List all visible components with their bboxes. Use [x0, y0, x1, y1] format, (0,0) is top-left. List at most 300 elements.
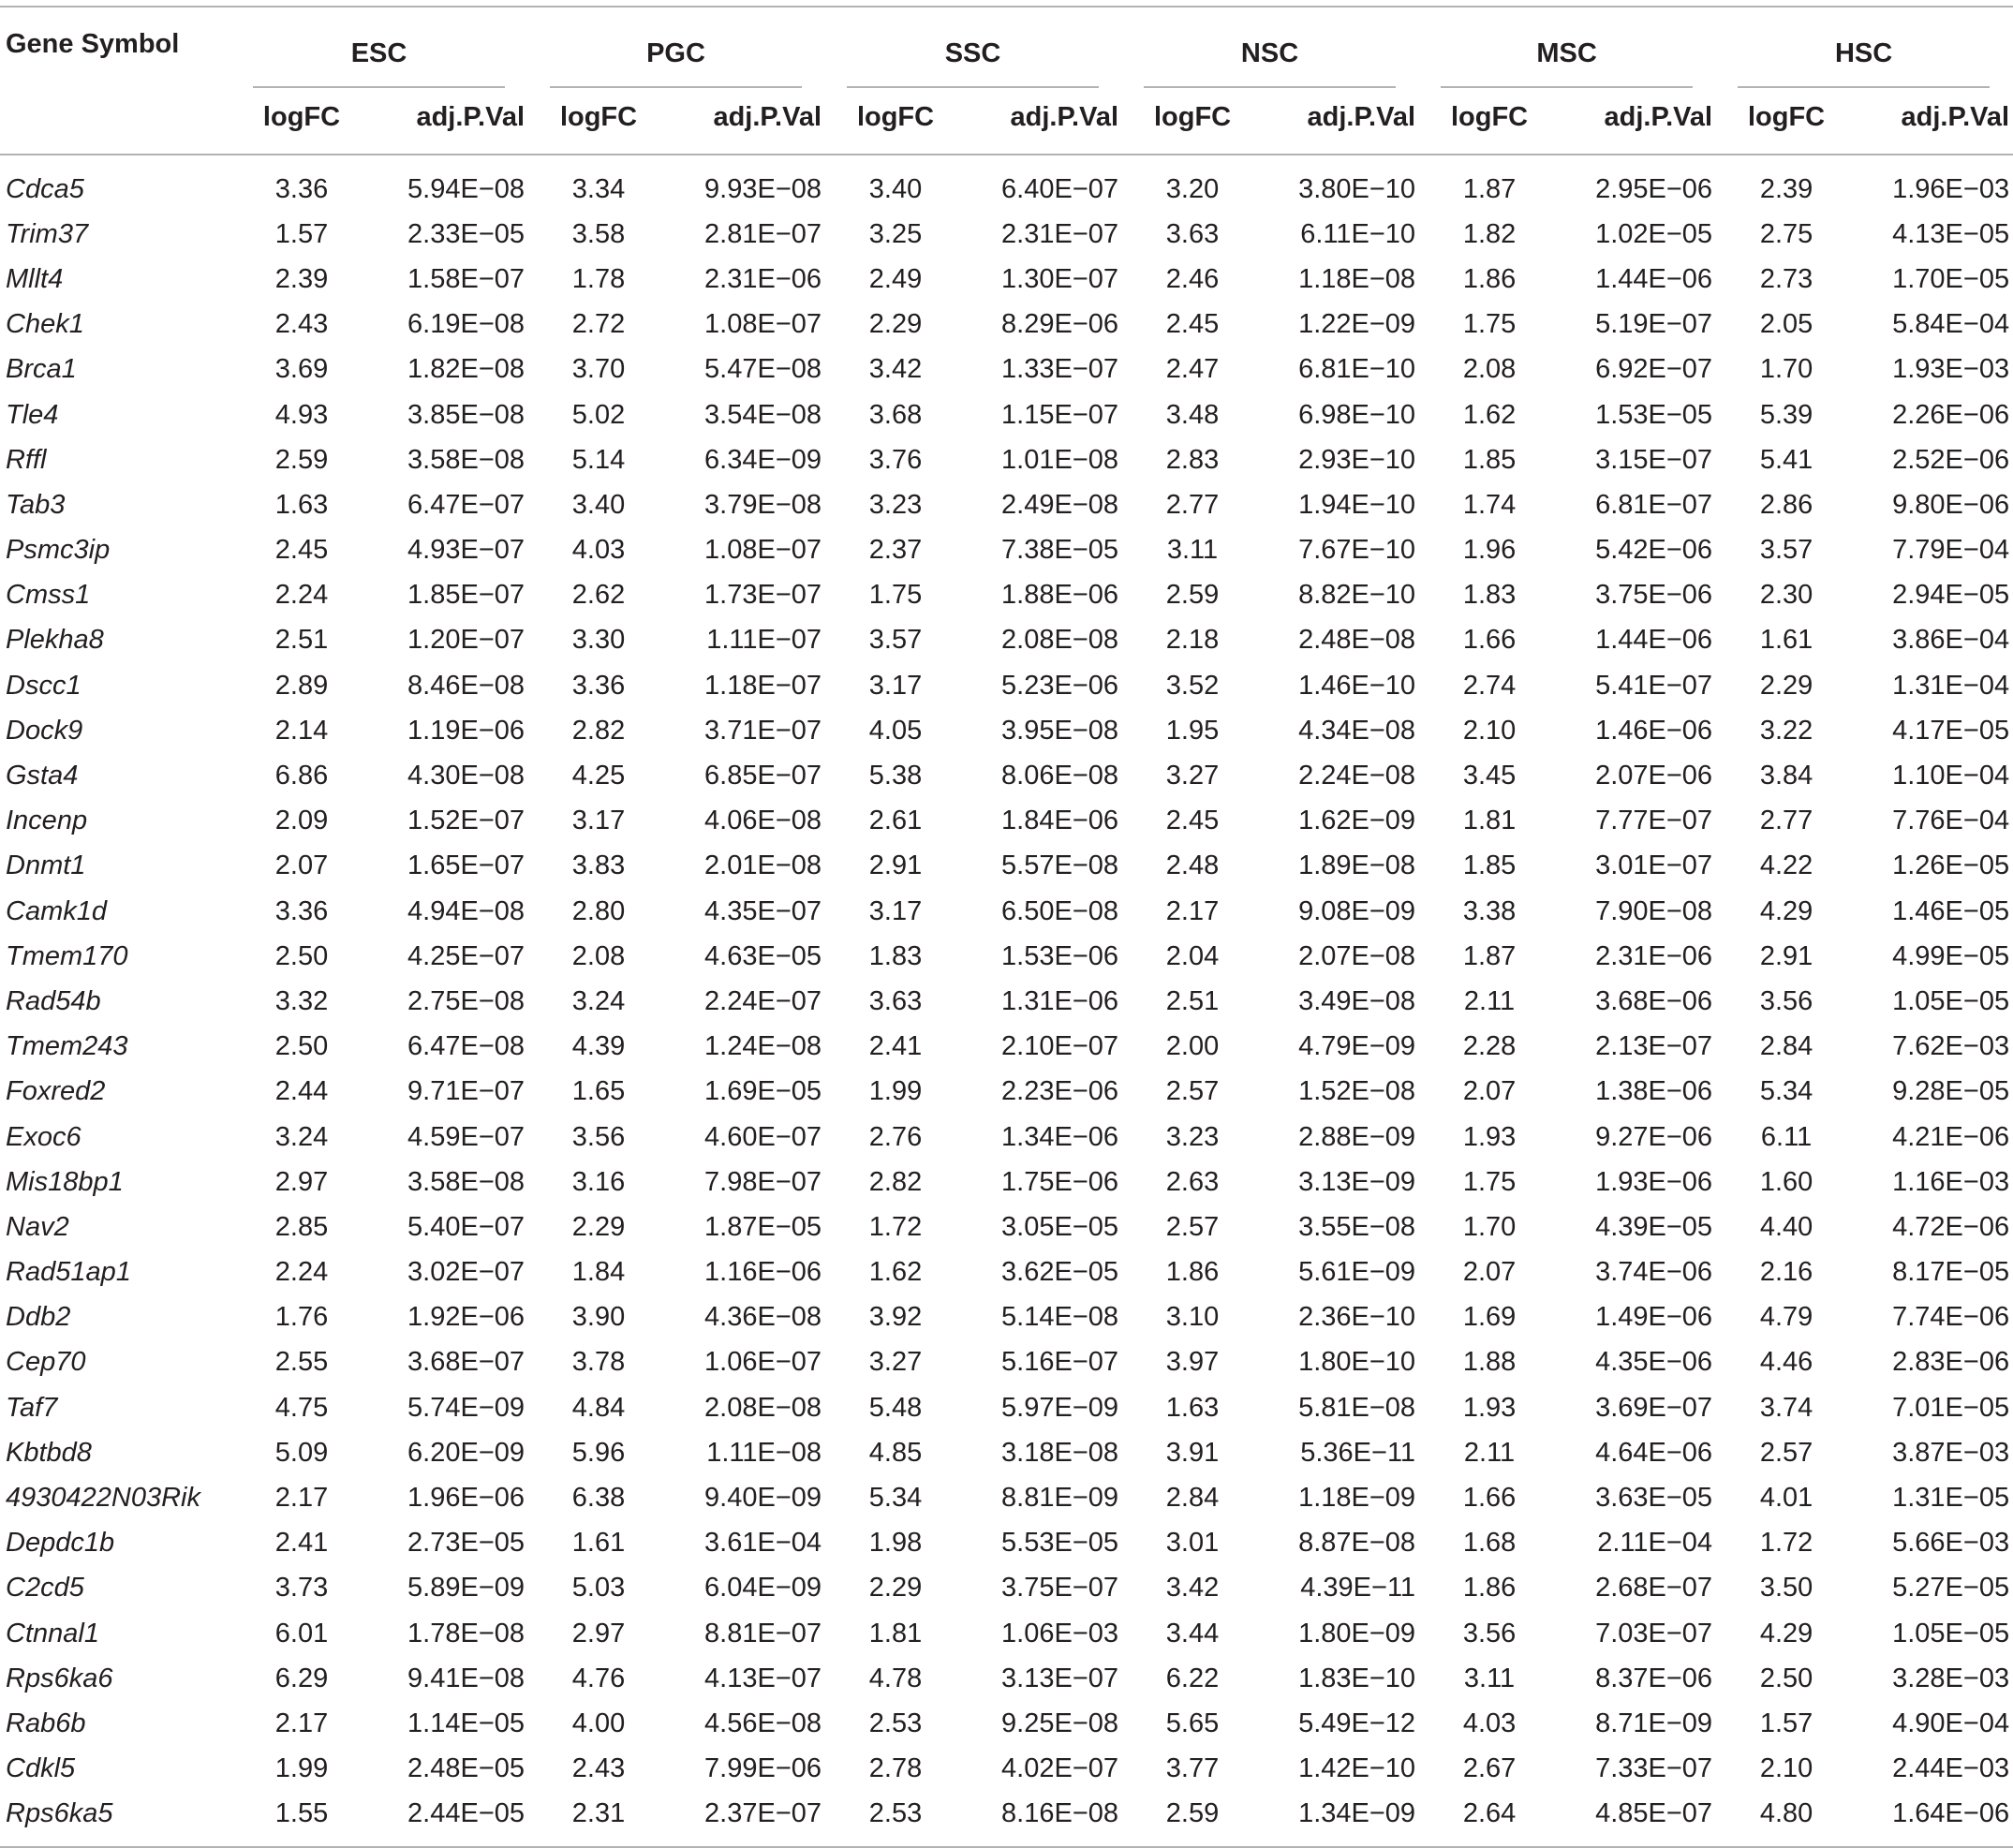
esc-adj-p-val-cell: 1.14E−05	[407, 1708, 525, 1738]
ssc-logfc-cell: 3.42	[868, 354, 923, 385]
msc-adj-p-val-cell: 1.53E−05	[1595, 399, 1713, 430]
ssc-adj-p-val-cell: 3.13E−07	[1001, 1663, 1119, 1693]
hsc-adj-p-val-cell: 1.10E−04	[1892, 761, 2010, 791]
esc-adj-p-val-cell: 8.46E−08	[407, 670, 525, 701]
ssc-adj-p-val-cell: 5.53E−05	[1001, 1528, 1119, 1559]
hsc-adj-p-val-cell: 2.26E−06	[1892, 399, 2010, 430]
msc-adj-p-val-cell: 2.68E−07	[1595, 1573, 1713, 1604]
group-header-esc	[231, 7, 528, 81]
gene-symbol-cell: Cmss1	[6, 580, 91, 611]
ssc-adj-p-val-cell: 5.16E−07	[1001, 1347, 1119, 1378]
gene-symbol-cell: Tmem170	[6, 940, 128, 971]
esc-logfc-cell: 6.29	[274, 1663, 329, 1693]
group-header-msc	[1419, 7, 1716, 81]
ssc-adj-p-val-cell: 1.88E−06	[1001, 580, 1119, 611]
nsc-adj-p-val-cell: 1.34E−09	[1263, 1792, 1419, 1847]
hsc-logfc-cell: 3.56	[1759, 985, 1813, 1016]
esc-adj-p-val-cell: 1.58E−07	[407, 263, 525, 294]
hsc-adj-p-val-cell: 2.52E−06	[1892, 444, 2010, 475]
msc-adj-p-val-cell: 1.02E−05	[1595, 218, 1713, 249]
msc-adj-p-val-cell: 6.81E−07	[1595, 489, 1713, 520]
logfc-header: logFC	[1419, 81, 1560, 155]
esc-adj-p-val-cell: 2.44E−05	[372, 1792, 528, 1847]
ssc-adj-p-val-cell: 3.62E−05	[1001, 1257, 1119, 1288]
nsc-adj-p-val-cell: 2.88E−09	[1298, 1121, 1416, 1152]
ssc-adj-p-val-cell: 1.15E−07	[1001, 399, 1119, 430]
msc-adj-p-val-cell: 2.13E−07	[1595, 1031, 1713, 1062]
ssc-logfc-cell: 3.40	[868, 173, 923, 204]
msc-logfc-cell: 1.68	[1462, 1528, 1517, 1559]
msc-logfc-cell: 1.69	[1462, 1302, 1517, 1333]
msc-logfc-cell: 1.82	[1462, 218, 1517, 249]
ssc-logfc-cell: 2.53	[825, 1792, 966, 1847]
adj-p-val-header: adj.P.Val	[372, 81, 528, 155]
pgc-adj-p-val-cell: 6.85E−07	[704, 761, 822, 791]
hsc-logfc-cell: 2.50	[1759, 1663, 1813, 1693]
pgc-logfc-cell: 5.03	[571, 1573, 626, 1604]
hsc-adj-p-val-cell: 1.70E−05	[1892, 263, 2010, 294]
esc-adj-p-val-cell: 4.93E−07	[407, 535, 525, 566]
nsc-adj-p-val-cell: 5.61E−09	[1298, 1257, 1416, 1288]
pgc-logfc-cell: 2.43	[571, 1753, 626, 1784]
msc-adj-p-val-cell: 1.46E−06	[1595, 715, 1713, 746]
nsc-logfc-cell: 3.23	[1165, 1121, 1220, 1152]
ssc-adj-p-val-cell: 3.95E−08	[1001, 715, 1119, 746]
hsc-adj-p-val-cell: 1.05E−05	[1892, 1618, 2010, 1648]
msc-adj-p-val-cell: 5.42E−06	[1595, 535, 1713, 566]
nsc-adj-p-val-cell: 5.49E−12	[1298, 1708, 1416, 1738]
ssc-adj-p-val-cell: 5.23E−06	[1001, 670, 1119, 701]
esc-adj-p-val-cell: 1.20E−07	[407, 625, 525, 656]
gene-symbol-cell: Brca1	[6, 354, 77, 385]
table-row	[0, 1521, 2013, 1566]
esc-logfc-cell: 2.59	[274, 444, 329, 475]
gene-symbol-cell: Rad51ap1	[6, 1257, 131, 1288]
msc-logfc-cell: 1.87	[1462, 173, 1517, 204]
ssc-logfc-cell: 5.48	[868, 1392, 923, 1423]
pgc-adj-p-val-cell: 2.08E−08	[704, 1392, 822, 1423]
hsc-logfc-cell: 2.77	[1759, 806, 1813, 836]
ssc-logfc-cell: 2.29	[868, 309, 923, 340]
pgc-logfc-cell: 1.84	[571, 1257, 626, 1288]
ssc-adj-p-val-cell: 2.08E−08	[1001, 625, 1119, 656]
ssc-logfc-cell: 4.78	[868, 1663, 923, 1693]
ssc-logfc-cell: 2.91	[868, 850, 923, 881]
nsc-adj-p-val-cell: 1.94E−10	[1298, 489, 1416, 520]
ssc-adj-p-val-cell: 8.06E−08	[1001, 761, 1119, 791]
gene-symbol-cell: Exoc6	[6, 1121, 81, 1152]
esc-logfc-cell: 2.50	[274, 940, 329, 971]
nsc-logfc-cell: 1.95	[1165, 715, 1220, 746]
ssc-adj-p-val-cell: 1.30E−07	[1001, 263, 1119, 294]
pgc-adj-p-val-cell: 4.13E−07	[704, 1663, 822, 1693]
nsc-logfc-cell: 2.48	[1165, 850, 1220, 881]
esc-adj-p-val-cell: 1.82E−08	[407, 354, 525, 385]
esc-adj-p-val-cell: 6.19E−08	[407, 309, 525, 340]
ssc-logfc-cell: 1.72	[868, 1211, 923, 1242]
table-row	[0, 1205, 2013, 1249]
ssc-logfc-cell: 3.57	[868, 625, 923, 656]
gene-symbol-cell: Mis18bp1	[6, 1166, 124, 1197]
hsc-adj-p-val-cell: 4.99E−05	[1892, 940, 2010, 971]
group-label: NSC	[1144, 38, 1396, 88]
pgc-adj-p-val-cell: 4.06E−08	[704, 806, 822, 836]
hsc-adj-p-val-cell: 3.28E−03	[1892, 1663, 2010, 1693]
pgc-logfc-cell: 4.03	[571, 535, 626, 566]
table-row	[0, 1070, 2013, 1115]
msc-adj-p-val-cell: 3.01E−07	[1595, 850, 1713, 881]
pgc-logfc-cell: 3.40	[571, 489, 626, 520]
esc-logfc-cell: 6.01	[274, 1618, 329, 1648]
pgc-adj-p-val-cell: 2.31E−06	[704, 263, 822, 294]
gene-symbol-cell: Nav2	[6, 1211, 69, 1242]
pgc-adj-p-val-cell: 2.37E−07	[669, 1792, 825, 1847]
msc-adj-p-val-cell: 2.95E−06	[1595, 173, 1713, 204]
hsc-logfc-cell: 5.39	[1759, 399, 1813, 430]
pgc-logfc-cell: 3.17	[571, 806, 626, 836]
msc-adj-p-val-cell: 7.03E−07	[1595, 1618, 1713, 1648]
esc-adj-p-val-cell: 5.89E−09	[407, 1573, 525, 1604]
pgc-adj-p-val-cell: 1.08E−07	[704, 535, 822, 566]
msc-logfc-cell: 1.96	[1462, 535, 1517, 566]
ssc-adj-p-val-cell: 7.38E−05	[1001, 535, 1119, 566]
gene-expression-table	[0, 6, 2013, 1848]
pgc-adj-p-val-cell: 3.71E−07	[704, 715, 822, 746]
ssc-logfc-cell: 1.83	[868, 940, 923, 971]
esc-logfc-cell: 2.43	[274, 309, 329, 340]
hsc-adj-p-val-cell: 9.80E−06	[1892, 489, 2010, 520]
nsc-adj-p-val-cell: 1.18E−08	[1298, 263, 1416, 294]
hsc-adj-p-val-cell: 4.90E−04	[1892, 1708, 2010, 1738]
msc-adj-p-val-cell: 2.31E−06	[1595, 940, 1713, 971]
hsc-adj-p-val-cell: 5.66E−03	[1892, 1528, 2010, 1559]
nsc-adj-p-val-cell: 1.46E−10	[1298, 670, 1416, 701]
hsc-adj-p-val-cell: 7.76E−04	[1892, 806, 2010, 836]
group-label: SSC	[847, 38, 1099, 88]
esc-logfc-cell: 2.09	[274, 806, 329, 836]
msc-logfc-cell: 2.64	[1419, 1792, 1560, 1847]
msc-adj-p-val-cell: 4.39E−05	[1595, 1211, 1713, 1242]
pgc-adj-p-val-cell: 3.79E−08	[704, 489, 822, 520]
adj-p-val-header: adj.P.Val	[1263, 81, 1419, 155]
msc-adj-p-val-cell: 4.35E−06	[1595, 1347, 1713, 1378]
ssc-adj-p-val-cell: 5.97E−09	[1001, 1392, 1119, 1423]
esc-logfc-cell: 1.76	[274, 1302, 329, 1333]
esc-adj-p-val-cell: 2.75E−08	[407, 985, 525, 1016]
nsc-adj-p-val-cell: 7.67E−10	[1298, 535, 1416, 566]
esc-logfc-cell: 3.73	[274, 1573, 329, 1604]
esc-adj-p-val-cell: 6.20E−09	[407, 1437, 525, 1468]
pgc-logfc-cell: 2.08	[571, 940, 626, 971]
msc-adj-p-val-cell: 3.63E−05	[1595, 1483, 1713, 1514]
hsc-adj-p-val-cell: 2.83E−06	[1892, 1347, 2010, 1378]
pgc-adj-p-val-cell: 6.04E−09	[704, 1573, 822, 1604]
msc-logfc-cell: 1.86	[1462, 1573, 1517, 1604]
esc-logfc-cell: 3.36	[274, 895, 329, 926]
msc-adj-p-val-cell: 3.74E−06	[1595, 1257, 1713, 1288]
table-row	[0, 1566, 2013, 1611]
hsc-adj-p-val-cell: 4.17E−05	[1892, 715, 2010, 746]
hsc-logfc-cell: 4.40	[1759, 1211, 1813, 1242]
pgc-adj-p-val-cell: 7.98E−07	[704, 1166, 822, 1197]
nsc-adj-p-val-cell: 3.49E−08	[1298, 985, 1416, 1016]
msc-adj-p-val-cell: 5.41E−07	[1595, 670, 1713, 701]
esc-logfc-cell: 2.17	[274, 1483, 329, 1514]
pgc-adj-p-val-cell: 1.69E−05	[704, 1076, 822, 1107]
pgc-adj-p-val-cell: 1.73E−07	[704, 580, 822, 611]
table-row	[0, 1250, 2013, 1295]
gene-symbol-cell: Cep70	[6, 1347, 86, 1378]
hsc-logfc-cell: 1.61	[1759, 625, 1813, 656]
esc-logfc-cell: 2.85	[274, 1211, 329, 1242]
ssc-logfc-cell: 2.76	[868, 1121, 923, 1152]
esc-adj-p-val-cell: 5.94E−08	[407, 173, 525, 204]
nsc-adj-p-val-cell: 4.79E−09	[1298, 1031, 1416, 1062]
gene-symbol-cell: Incenp	[6, 806, 88, 836]
pgc-logfc-cell: 6.38	[571, 1483, 626, 1514]
table-row	[0, 392, 2013, 437]
hsc-adj-p-val-cell: 2.44E−03	[1892, 1753, 2010, 1784]
hsc-adj-p-val-cell: 7.01E−05	[1892, 1392, 2010, 1423]
msc-logfc-cell: 1.81	[1462, 806, 1517, 836]
gene-symbol-cell: Tmem243	[6, 1031, 128, 1062]
esc-logfc-cell: 1.63	[274, 489, 329, 520]
table-row	[0, 303, 2013, 347]
ssc-logfc-cell: 3.92	[868, 1302, 923, 1333]
ssc-logfc-cell: 2.82	[868, 1166, 923, 1197]
ssc-logfc-cell: 3.76	[868, 444, 923, 475]
ssc-adj-p-val-cell: 9.25E−08	[1001, 1708, 1119, 1738]
hsc-adj-p-val-cell: 1.31E−04	[1892, 670, 2010, 701]
table-row	[0, 482, 2013, 527]
gene-symbol-cell: Cdkl5	[6, 1753, 76, 1784]
gene-symbol-cell: Mllt4	[6, 263, 64, 294]
ssc-adj-p-val-cell: 1.33E−07	[1001, 354, 1119, 385]
hsc-adj-p-val-cell: 1.46E−05	[1892, 895, 2010, 926]
hsc-logfc-cell: 2.57	[1759, 1437, 1813, 1468]
nsc-adj-p-val-cell: 2.07E−08	[1298, 940, 1416, 971]
hsc-logfc-cell: 3.74	[1759, 1392, 1813, 1423]
msc-adj-p-val-cell: 8.37E−06	[1595, 1663, 1713, 1693]
nsc-adj-p-val-cell: 1.52E−08	[1298, 1076, 1416, 1107]
msc-adj-p-val-cell: 1.44E−06	[1595, 263, 1713, 294]
ssc-adj-p-val-cell: 1.01E−08	[1001, 444, 1119, 475]
table-row	[0, 1656, 2013, 1701]
msc-logfc-cell: 1.93	[1462, 1121, 1517, 1152]
nsc-logfc-cell: 3.10	[1165, 1302, 1220, 1333]
pgc-logfc-cell: 2.97	[571, 1618, 626, 1648]
gene-symbol-cell: Gsta4	[6, 761, 79, 791]
gene-symbol-cell: Dscc1	[6, 670, 81, 701]
esc-adj-p-val-cell: 1.65E−07	[407, 850, 525, 881]
esc-logfc-cell: 1.55	[231, 1792, 372, 1847]
ssc-logfc-cell: 1.98	[868, 1528, 923, 1559]
gene-symbol-cell: Rffl	[6, 444, 47, 475]
esc-adj-p-val-cell: 4.30E−08	[407, 761, 525, 791]
pgc-logfc-cell: 5.96	[571, 1437, 626, 1468]
esc-adj-p-val-cell: 2.73E−05	[407, 1528, 525, 1559]
msc-logfc-cell: 1.74	[1462, 489, 1517, 520]
hsc-adj-p-val-cell: 8.17E−05	[1892, 1257, 2010, 1288]
esc-logfc-cell: 4.75	[274, 1392, 329, 1423]
pgc-adj-p-val-cell: 9.40E−09	[704, 1483, 822, 1514]
msc-logfc-cell: 1.87	[1462, 940, 1517, 971]
nsc-logfc-cell: 2.57	[1165, 1211, 1220, 1242]
nsc-logfc-cell: 1.86	[1165, 1257, 1220, 1288]
pgc-adj-p-val-cell: 1.06E−07	[704, 1347, 822, 1378]
esc-adj-p-val-cell: 3.68E−07	[407, 1347, 525, 1378]
table-header	[0, 7, 2013, 155]
nsc-logfc-cell: 3.11	[1166, 535, 1219, 566]
table-row	[0, 708, 2013, 753]
esc-logfc-cell: 2.14	[274, 715, 329, 746]
gene-symbol-cell: Rps6ka6	[6, 1663, 113, 1693]
hsc-logfc-cell: 2.75	[1759, 218, 1813, 249]
nsc-logfc-cell: 2.45	[1165, 806, 1220, 836]
msc-adj-p-val-cell: 8.71E−09	[1595, 1708, 1713, 1738]
esc-logfc-cell: 3.69	[274, 354, 329, 385]
pgc-adj-p-val-cell: 8.81E−07	[704, 1618, 822, 1648]
msc-logfc-cell: 1.85	[1462, 850, 1517, 881]
esc-logfc-cell: 2.24	[274, 1257, 329, 1288]
table-row	[0, 889, 2013, 934]
pgc-adj-p-val-cell: 4.56E−08	[704, 1708, 822, 1738]
pgc-adj-p-val-cell: 3.54E−08	[704, 399, 822, 430]
ssc-adj-p-val-cell: 1.75E−06	[1001, 1166, 1119, 1197]
esc-logfc-cell: 2.07	[274, 850, 329, 881]
group-header-row	[0, 7, 2013, 81]
pgc-logfc-cell: 1.78	[571, 263, 626, 294]
gene-symbol-cell: Trim37	[6, 218, 89, 249]
ssc-adj-p-val-cell: 2.49E−08	[1001, 489, 1119, 520]
msc-logfc-cell: 1.66	[1462, 1483, 1517, 1514]
nsc-logfc-cell: 2.47	[1165, 354, 1220, 385]
nsc-logfc-cell: 5.65	[1165, 1708, 1220, 1738]
gene-symbol-cell: C2cd5	[6, 1573, 84, 1604]
table-row	[0, 1025, 2013, 1070]
esc-adj-p-val-cell: 3.58E−08	[407, 1166, 525, 1197]
table-row	[0, 1747, 2013, 1792]
hsc-logfc-cell: 2.84	[1759, 1031, 1813, 1062]
pgc-logfc-cell: 3.78	[571, 1347, 626, 1378]
nsc-logfc-cell: 3.77	[1165, 1753, 1220, 1784]
gene-symbol-cell: Kbtbd8	[6, 1437, 92, 1468]
msc-adj-p-val-cell: 1.49E−06	[1595, 1302, 1713, 1333]
nsc-logfc-cell: 3.91	[1165, 1437, 1220, 1468]
msc-adj-p-val-cell: 5.19E−07	[1595, 309, 1713, 340]
msc-adj-p-val-cell: 7.90E−08	[1595, 895, 1713, 926]
msc-adj-p-val-cell: 3.68E−06	[1595, 985, 1713, 1016]
msc-logfc-cell: 1.93	[1462, 1392, 1517, 1423]
nsc-logfc-cell: 2.00	[1165, 1031, 1220, 1062]
ssc-adj-p-val-cell: 4.02E−07	[1001, 1753, 1119, 1784]
table-body	[0, 155, 2013, 1847]
pgc-logfc-cell: 3.24	[571, 985, 626, 1016]
nsc-adj-p-val-cell: 9.08E−09	[1298, 895, 1416, 926]
nsc-logfc-cell: 2.63	[1165, 1166, 1220, 1197]
msc-adj-p-val-cell: 9.27E−06	[1595, 1121, 1713, 1152]
hsc-logfc-cell: 2.16	[1759, 1257, 1813, 1288]
ssc-adj-p-val-cell: 3.75E−07	[1001, 1573, 1119, 1604]
esc-adj-p-val-cell: 5.40E−07	[407, 1211, 525, 1242]
table-row	[0, 1792, 2013, 1847]
msc-adj-p-val-cell: 3.69E−07	[1595, 1392, 1713, 1423]
pgc-logfc-cell: 2.31	[528, 1792, 669, 1847]
logfc-header: logFC	[528, 81, 669, 155]
pgc-logfc-cell: 2.29	[571, 1211, 626, 1242]
hsc-logfc-cell: 4.80	[1716, 1792, 1857, 1847]
table-row	[0, 1475, 2013, 1520]
ssc-adj-p-val-cell: 1.06E−03	[1001, 1618, 1119, 1648]
group-header-hsc	[1716, 7, 2013, 81]
esc-logfc-cell: 4.93	[274, 399, 329, 430]
ssc-adj-p-val-cell: 8.29E−06	[1001, 309, 1119, 340]
pgc-logfc-cell: 3.58	[571, 218, 626, 249]
nsc-logfc-cell: 3.27	[1165, 761, 1220, 791]
pgc-adj-p-val-cell: 5.47E−08	[704, 354, 822, 385]
pgc-logfc-cell: 3.56	[571, 1121, 626, 1152]
hsc-adj-p-val-cell: 7.74E−06	[1892, 1302, 2010, 1333]
msc-logfc-cell: 2.28	[1462, 1031, 1517, 1062]
nsc-logfc-cell: 3.44	[1165, 1618, 1220, 1648]
table-row	[0, 799, 2013, 844]
pgc-adj-p-val-cell: 1.87E−05	[704, 1211, 822, 1242]
pgc-logfc-cell: 3.83	[571, 850, 626, 881]
nsc-logfc-cell: 2.83	[1165, 444, 1220, 475]
esc-logfc-cell: 2.24	[274, 580, 329, 611]
msc-adj-p-val-cell: 7.77E−07	[1595, 806, 1713, 836]
esc-logfc-cell: 3.24	[274, 1121, 329, 1152]
pgc-adj-p-val-cell: 4.60E−07	[704, 1121, 822, 1152]
ssc-logfc-cell: 2.78	[868, 1753, 923, 1784]
ssc-logfc-cell: 2.41	[868, 1031, 923, 1062]
esc-logfc-cell: 2.51	[274, 625, 329, 656]
msc-logfc-cell: 3.11	[1463, 1663, 1516, 1693]
nsc-adj-p-val-cell: 6.11E−10	[1300, 218, 1416, 249]
esc-adj-p-val-cell: 9.71E−07	[407, 1076, 525, 1107]
nsc-adj-p-val-cell: 3.80E−10	[1298, 173, 1416, 204]
esc-logfc-cell: 2.50	[274, 1031, 329, 1062]
hsc-logfc-cell: 1.60	[1759, 1166, 1813, 1197]
ssc-logfc-cell: 1.75	[868, 580, 923, 611]
nsc-logfc-cell: 6.22	[1165, 1663, 1220, 1693]
nsc-adj-p-val-cell: 1.62E−09	[1298, 806, 1416, 836]
gene-symbol-cell: Dock9	[6, 715, 83, 746]
hsc-logfc-cell: 4.46	[1759, 1347, 1813, 1378]
nsc-adj-p-val-cell: 5.36E−11	[1300, 1437, 1416, 1468]
table-row	[0, 212, 2013, 257]
nsc-adj-p-val-cell: 8.82E−10	[1298, 580, 1416, 611]
pgc-logfc-cell: 3.34	[571, 173, 626, 204]
ssc-adj-p-val-cell: 6.50E−08	[1001, 895, 1119, 926]
msc-logfc-cell: 3.56	[1462, 1618, 1517, 1648]
ssc-adj-p-val-cell: 8.81E−09	[1001, 1483, 1119, 1514]
ssc-logfc-cell: 2.61	[868, 806, 923, 836]
msc-adj-p-val-cell: 4.85E−07	[1560, 1792, 1716, 1847]
ssc-adj-p-val-cell: 1.84E−06	[1001, 806, 1119, 836]
esc-adj-p-val-cell: 4.25E−07	[407, 940, 525, 971]
nsc-adj-p-val-cell: 1.42E−10	[1298, 1753, 1416, 1784]
group-header-ssc	[825, 7, 1122, 81]
ssc-logfc-cell: 4.05	[868, 715, 923, 746]
esc-adj-p-val-cell: 1.96E−06	[407, 1483, 525, 1514]
hsc-logfc-cell: 2.73	[1759, 263, 1813, 294]
hsc-logfc-cell: 2.86	[1759, 489, 1813, 520]
table-row	[0, 979, 2013, 1024]
hsc-adj-p-val-cell: 7.62E−03	[1892, 1031, 2010, 1062]
ssc-adj-p-val-cell: 5.14E−08	[1001, 1302, 1119, 1333]
pgc-logfc-cell: 3.90	[571, 1302, 626, 1333]
